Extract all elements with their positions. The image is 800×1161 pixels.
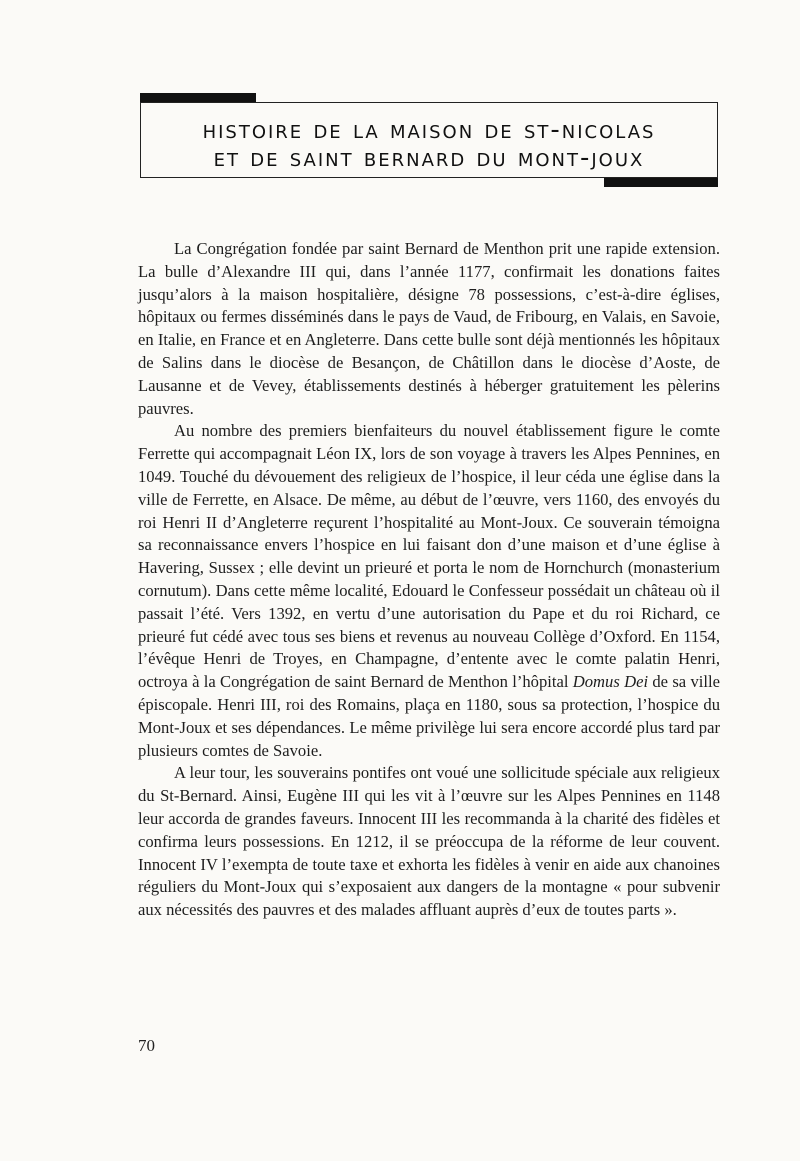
paragraph-3: A leur tour, les souverains pontifes ont voué une sollicitude spéciale aux religieux du St-Bernard. Ainsi, Eugène III qui les vit à l’œuvre sur les Alpes Pennines en 1148 leur accorda de grandes faveurs. Innocent III les recommanda à la charité des fidèles et confirma leurs possessions. En 1212, il se préoccupa de la réforme de leur couvent. Innocent IV l’exempta de toute taxe et exhorta les fidèles à venir en aide aux chanoines réguliers du Mont-Joux qui s’exposaient aux dangers de la montagne « pour subvenir aux nécessités des pauvres et des malades affluant auprès d’eux de toutes parts ». (138, 763, 720, 920)
chapter-title-line-2: et de saint bernard du mont-joux (213, 143, 645, 173)
chapter-title-line-1: histoire de la maison de st-nicolas (202, 115, 656, 145)
paragraph-2-continuation: de sa ville épiscopale. Henri III, roi des Romains, plaça en 1180, sous sa protection, l’hospice du Mont-Joux et ses dépendances. Le même privilège lui sera encore accordé plus tard par plusieurs comtes de Savoie. (138, 672, 720, 760)
italic-domus-dei: Domus Dei (572, 672, 649, 692)
title-decor-bar-bottom (604, 178, 718, 187)
paragraph-2-text: Au nombre des premiers bienfaiteurs du nouvel établissement figure le comte Ferrette qui accompagnait Léon IX, lors de son voyage à travers les Alpes Pennines, en 1049. Touché du dévouement des religieux de l’hospice, il leur céda une église dans la ville de Ferrette, en Alsace. De même, au début de l’œuvre, vers 1160, des envoyés du roi Henri II d’Angleterre reçurent l’hospitalité au Mont-Joux. Ce souverain témoigna sa reconnaissance envers l’hospice en lui faisant don d’une maison et d’une église à Havering, Sussex ; elle devint un prieuré et porta le nom de Hornchurch (monasterium cornutum). Dans cette même localité, Edouard le Confesseur possédait un château où il passait l’été. Vers 1392, en vertu d’une autorisation du Pape et du roi Richard, ce prieuré fut cédé avec tous ses biens et revenus au nouveau Collège d’Oxford. En 1154, l’évêque Henri de Troyes, en Champagne, d’entente avec le comte palatin Henri, octroya à la Congrégation de saint Bernard de Menthon l’hôpital (138, 421, 720, 692)
page-number: 70 (138, 1036, 155, 1055)
title-decor-bar-top (140, 93, 256, 102)
body-text (138, 238, 720, 922)
paragraph-2 (138, 420, 720, 762)
chapter-title-box (140, 102, 718, 178)
paragraph-1: La Congrégation fondée par saint Bernard de Menthon prit une rapide extension. La bulle d’Alexandre III qui, dans l’année 1177, confirmait les donations faites jusqu’alors à la maison hospitalière, désigne 78 possessions, c’est-à-dire églises, hôpitaux ou fermes disséminés dans le pays de Vaud, de Fribourg, en Valais, en Savoie, en Italie, en France et en Angleterre. Dans cette bulle sont déjà mentionnés les hôpitaux de Salins dans le diocèse de Besançon, de Châtillon dans le diocèse d’Aoste, de Lausanne et de Vevey, établissements destinés à héberger gratuitement les pèlerins pauvres. (138, 239, 720, 418)
